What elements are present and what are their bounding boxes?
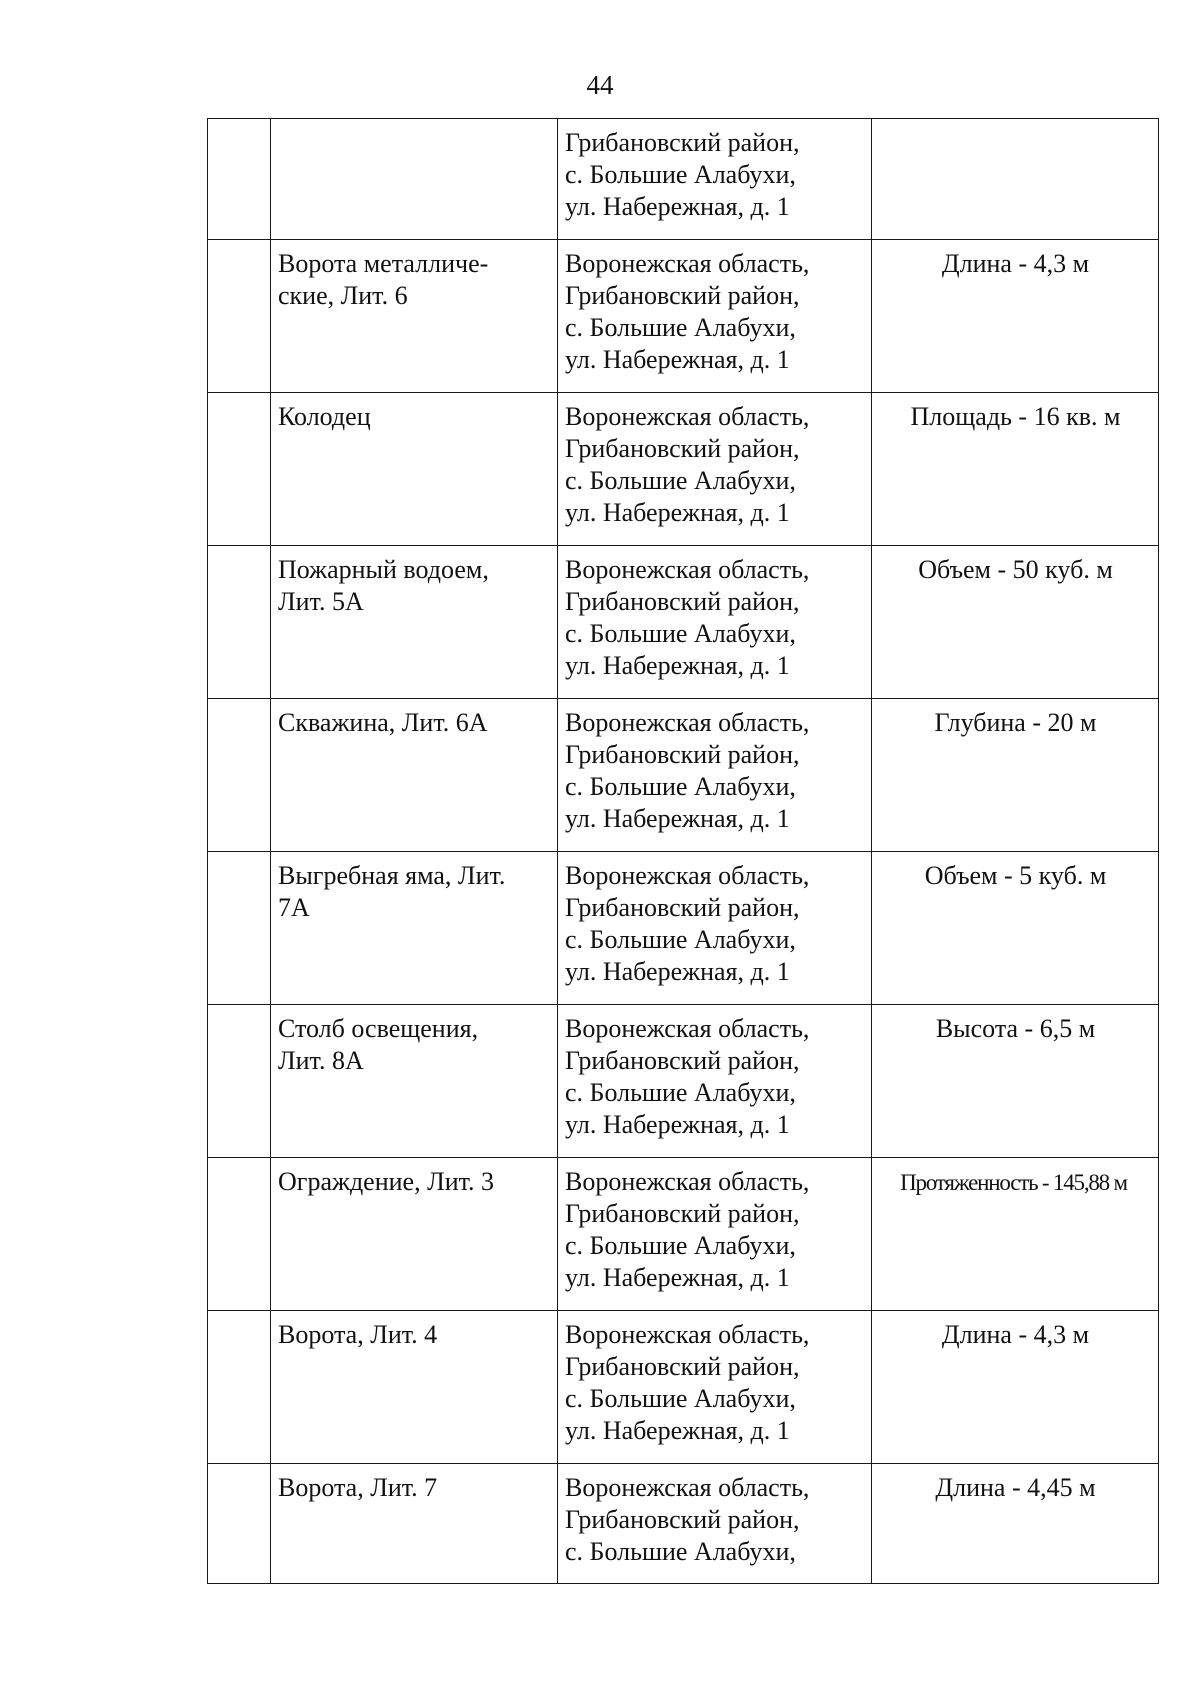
characteristic-value: Длина - 4,3 м	[941, 1320, 1090, 1349]
characteristic-value: Длина - 4,3 м	[941, 249, 1090, 278]
address-line: с. Большие Алабухи,	[565, 1537, 796, 1566]
address-line: с. Большие Алабухи,	[565, 160, 796, 189]
characteristic-cell	[872, 393, 1159, 546]
table-row	[208, 1005, 1159, 1158]
object-name-line: Ворота, Лит. 4	[278, 1320, 438, 1349]
row-number-cell	[208, 699, 271, 852]
table-row	[208, 1311, 1159, 1464]
address-cell	[558, 119, 872, 240]
address-cell	[558, 699, 872, 852]
object-name-line: Выгребная яма, Лит.	[278, 861, 506, 890]
object-name-line: Скважина, Лит. 6А	[278, 708, 488, 737]
address-line: Воронежская область,	[565, 1167, 810, 1196]
address-line: ул. Набережная, д. 1	[565, 1416, 790, 1445]
address-line: ул. Набережная, д. 1	[565, 957, 790, 986]
characteristic-cell	[872, 240, 1159, 393]
address-line: ул. Набережная, д. 1	[565, 192, 790, 221]
address-cell	[558, 393, 872, 546]
characteristic-cell	[872, 1464, 1159, 1584]
object-name-line: Лит. 8А	[278, 1046, 364, 1075]
row-number-cell	[208, 1311, 271, 1464]
object-name-cell	[271, 852, 558, 1005]
table-row	[208, 852, 1159, 1005]
address-line: Грибановский район,	[565, 587, 800, 616]
object-name-line: ские, Лит. 6	[278, 281, 408, 310]
table-row	[208, 699, 1159, 852]
address-line: Грибановский район,	[565, 1199, 800, 1228]
object-name-line: 7А	[278, 893, 310, 922]
object-name-line: Ограждение, Лит. 3	[278, 1167, 495, 1196]
object-name-line: Пожарный водоем,	[278, 555, 489, 584]
row-number-cell	[208, 393, 271, 546]
address-line: Грибановский район,	[565, 740, 800, 769]
row-number-cell	[208, 119, 271, 240]
address-line: Грибановский район,	[565, 1505, 800, 1534]
address-line: Грибановский район,	[565, 1352, 800, 1381]
table-row	[208, 1158, 1159, 1311]
address-line: ул. Набережная, д. 1	[565, 1263, 790, 1292]
address-line: с. Большие Алабухи,	[565, 925, 796, 954]
characteristic-value: Длина - 4,45 м	[935, 1473, 1096, 1502]
object-name-line: Колодец	[278, 402, 371, 431]
row-number-cell	[208, 240, 271, 393]
address-line: с. Большие Алабухи,	[565, 772, 796, 801]
object-name-cell	[271, 1311, 558, 1464]
characteristic-value: Глубина - 20 м	[934, 708, 1097, 737]
address-cell	[558, 1311, 872, 1464]
address-line: ул. Набережная, д. 1	[565, 345, 790, 374]
address-line: Грибановский район,	[565, 128, 800, 157]
address-line: с. Большие Алабухи,	[565, 1384, 796, 1413]
row-number-cell	[208, 1005, 271, 1158]
address-line: с. Большие Алабухи,	[565, 466, 796, 495]
address-line: Грибановский район,	[565, 1046, 800, 1075]
address-line: ул. Набережная, д. 1	[565, 498, 790, 527]
object-name-cell	[271, 119, 558, 240]
table-row	[208, 546, 1159, 699]
address-line: ул. Набережная, д. 1	[565, 1110, 790, 1139]
row-number-cell	[208, 852, 271, 1005]
object-name-cell	[271, 546, 558, 699]
address-cell	[558, 240, 872, 393]
object-name-line: Ворота металличе-	[278, 249, 489, 278]
address-cell	[558, 1005, 872, 1158]
row-number-cell	[208, 1464, 271, 1584]
address-cell	[558, 546, 872, 699]
address-line: Грибановский район,	[565, 281, 800, 310]
address-line: Воронежская область,	[565, 1473, 810, 1502]
object-name-line: Ворота, Лит. 7	[278, 1473, 438, 1502]
object-name-cell	[271, 1158, 558, 1311]
object-name-line: Лит. 5А	[278, 587, 364, 616]
address-line: Воронежская область,	[565, 402, 810, 431]
address-line: с. Большие Алабухи,	[565, 313, 796, 342]
address-line: с. Большие Алабухи,	[565, 1231, 796, 1260]
table-row	[208, 393, 1159, 546]
characteristic-cell	[872, 852, 1159, 1005]
address-line: Воронежская область,	[565, 708, 810, 737]
characteristic-cell	[872, 699, 1159, 852]
characteristic-value: Протяженность - 145,88 м	[900, 1170, 1127, 1195]
address-line: Воронежская область,	[565, 1320, 810, 1349]
characteristic-cell	[872, 119, 1159, 240]
address-line: Грибановский район,	[565, 893, 800, 922]
address-cell	[558, 1464, 872, 1584]
address-cell	[558, 1158, 872, 1311]
object-name-cell	[271, 1464, 558, 1584]
characteristic-cell	[872, 546, 1159, 699]
address-line: Грибановский район,	[565, 434, 800, 463]
row-number-cell	[208, 1158, 271, 1311]
characteristic-cell	[872, 1005, 1159, 1158]
characteristic-cell	[872, 1158, 1159, 1311]
property-table	[207, 118, 1159, 1584]
address-line: с. Большие Алабухи,	[565, 1078, 796, 1107]
address-line: Воронежская область,	[565, 1014, 810, 1043]
address-line: ул. Набережная, д. 1	[565, 651, 790, 680]
address-line: Воронежская область,	[565, 555, 810, 584]
object-name-line: Столб освещения,	[278, 1014, 479, 1043]
characteristic-value: Объем - 50 куб. м	[918, 555, 1113, 584]
characteristic-value: Объем - 5 куб. м	[924, 861, 1107, 890]
page-number: 44	[586, 70, 614, 100]
characteristic-cell	[872, 1311, 1159, 1464]
address-line: ул. Набережная, д. 1	[565, 804, 790, 833]
object-name-cell	[271, 240, 558, 393]
characteristic-value: Площадь - 16 кв. м	[910, 402, 1121, 431]
property-table-body	[208, 119, 1159, 1584]
object-name-cell	[271, 1005, 558, 1158]
row-number-cell	[208, 546, 271, 699]
address-cell	[558, 852, 872, 1005]
address-line: Воронежская область,	[565, 249, 810, 278]
object-name-cell	[271, 393, 558, 546]
table-row	[208, 119, 1159, 240]
table-row	[208, 1464, 1159, 1584]
table-row	[208, 240, 1159, 393]
object-name-cell	[271, 699, 558, 852]
characteristic-value: Высота - 6,5 м	[935, 1014, 1096, 1043]
address-line: с. Большие Алабухи,	[565, 619, 796, 648]
address-line: Воронежская область,	[565, 861, 810, 890]
